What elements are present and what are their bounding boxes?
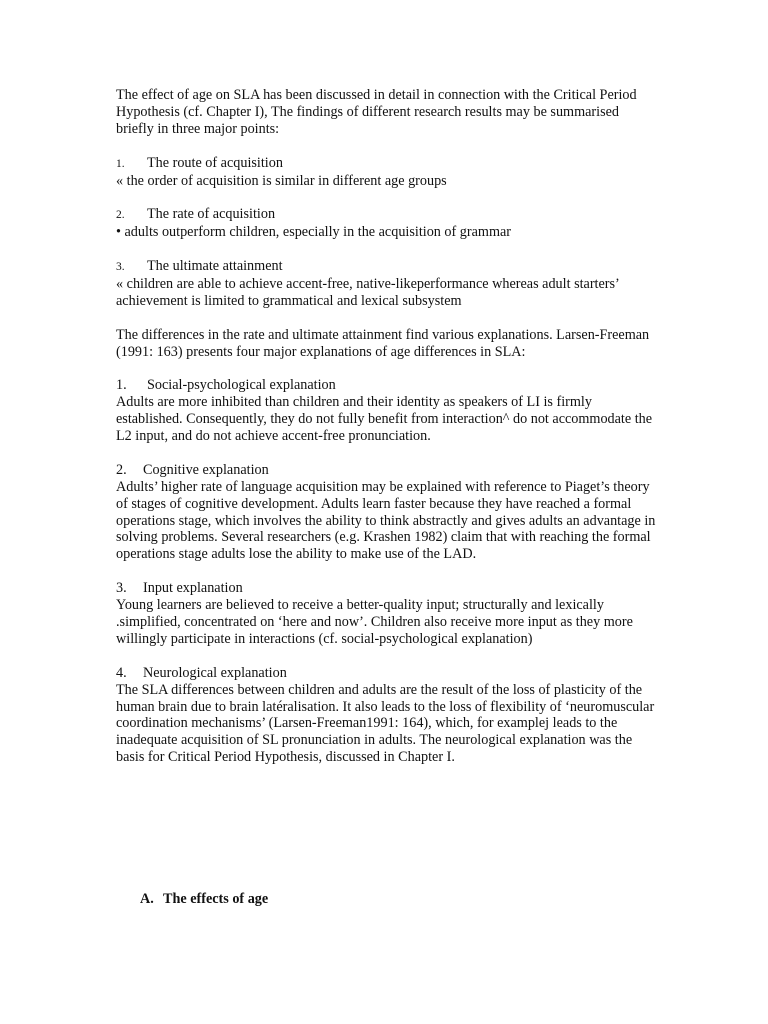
spacer <box>116 648 656 665</box>
section-heading <box>140 891 268 908</box>
point-number: 1. <box>116 157 125 170</box>
explanation-title: Cognitive explanation <box>143 461 269 478</box>
spacer <box>116 445 656 462</box>
point-number: 2. <box>116 209 125 222</box>
differences-paragraph: The differences in the rate and ultimate attainment find various explanations. Larsen-Freeman (1991: 163) presents four major explanations of age differences in SLA: <box>116 326 650 360</box>
point-body: « children are able to achieve accent-free, native-likeperformance whereas adult starters’ achievement is limited to grammatical and lexical subsystem <box>116 275 619 309</box>
explanation-body: Adults’ higher rate of language acquisition may be explained with reference to Piaget’s theory of stages of cognitive development. Adults learn faster because they have reached a formal operations stage, which involves the ability to think abstractly and gives adults an advantage in solving problems. Several researchers (e.g. Krashen 1982) claim that with reaching the formal operations stage adults lose the ability to make use of the LAD. <box>116 478 656 563</box>
explanation-number: 4. <box>116 664 127 681</box>
explanation-title: Neurological explanation <box>143 664 287 681</box>
point-number: 3. <box>116 261 125 274</box>
spacer <box>116 241 656 258</box>
spacer <box>116 189 656 206</box>
spacer <box>116 138 656 155</box>
point-1 <box>116 155 656 190</box>
explanation-3 <box>116 580 656 648</box>
section-title: The effects of age <box>163 891 269 907</box>
explanation-body: Young learners are believed to receive a better-quality input; structurally and lexically .simplified, concentrated on ‘here and now’. Children also receive more input as they more willingly participate in interactions (cf. social-psychological explanation) <box>116 597 633 647</box>
document-body <box>116 87 656 766</box>
explanation-number: 1. <box>116 377 127 394</box>
spacer <box>116 310 656 327</box>
explanation-number: 2. <box>116 461 127 478</box>
explanation-2 <box>116 462 656 563</box>
point-2 <box>116 206 656 241</box>
explanation-1 <box>116 377 656 445</box>
explanation-title: Input explanation <box>143 580 243 597</box>
point-title: The rate of acquisition <box>147 206 276 223</box>
intro-paragraph: The effect of age on SLA has been discussed in detail in connection with the Critical Period Hypothesis (cf. Chapter I), The findings of different research results may be summarised briefly in three major points: <box>116 87 637 137</box>
explanation-number: 3. <box>116 580 127 597</box>
point-body: • adults outperform children, especially in the acquisition of grammar <box>116 224 512 241</box>
explanation-body: The SLA differences between children and adults are the result of the loss of plasticity of the human brain due to brain latéralisation. It also leads to the loss of flexibility of ‘neuromuscular coordination mechanisms’ (Larsen-Freeman1991: 164), which, for examplej leads to the inadequate acquisition of SL pronunciation in adults. The neurological explanation was the basis for Critical Period Hypothesis, discussed in Chapter I. <box>116 681 655 766</box>
spacer <box>116 563 656 580</box>
section-marker: A. <box>140 891 154 907</box>
explanation-body: Adults are more inhibited than children and their identity as speakers of LI is firmly established. Consequently, they do not fully benefit from interaction^ do not accommodate the L2 input, and do not achieve accent-free pronunciation. <box>116 394 653 445</box>
point-title: The route of acquisition <box>147 154 283 171</box>
explanation-4 <box>116 665 656 766</box>
point-title: The ultimate attainment <box>147 258 283 275</box>
explanation-title: Social-psychological explanation <box>147 377 336 394</box>
point-body: « the order of acquisition is similar in different age groups <box>116 172 447 189</box>
spacer <box>116 360 656 377</box>
point-3 <box>116 258 656 310</box>
